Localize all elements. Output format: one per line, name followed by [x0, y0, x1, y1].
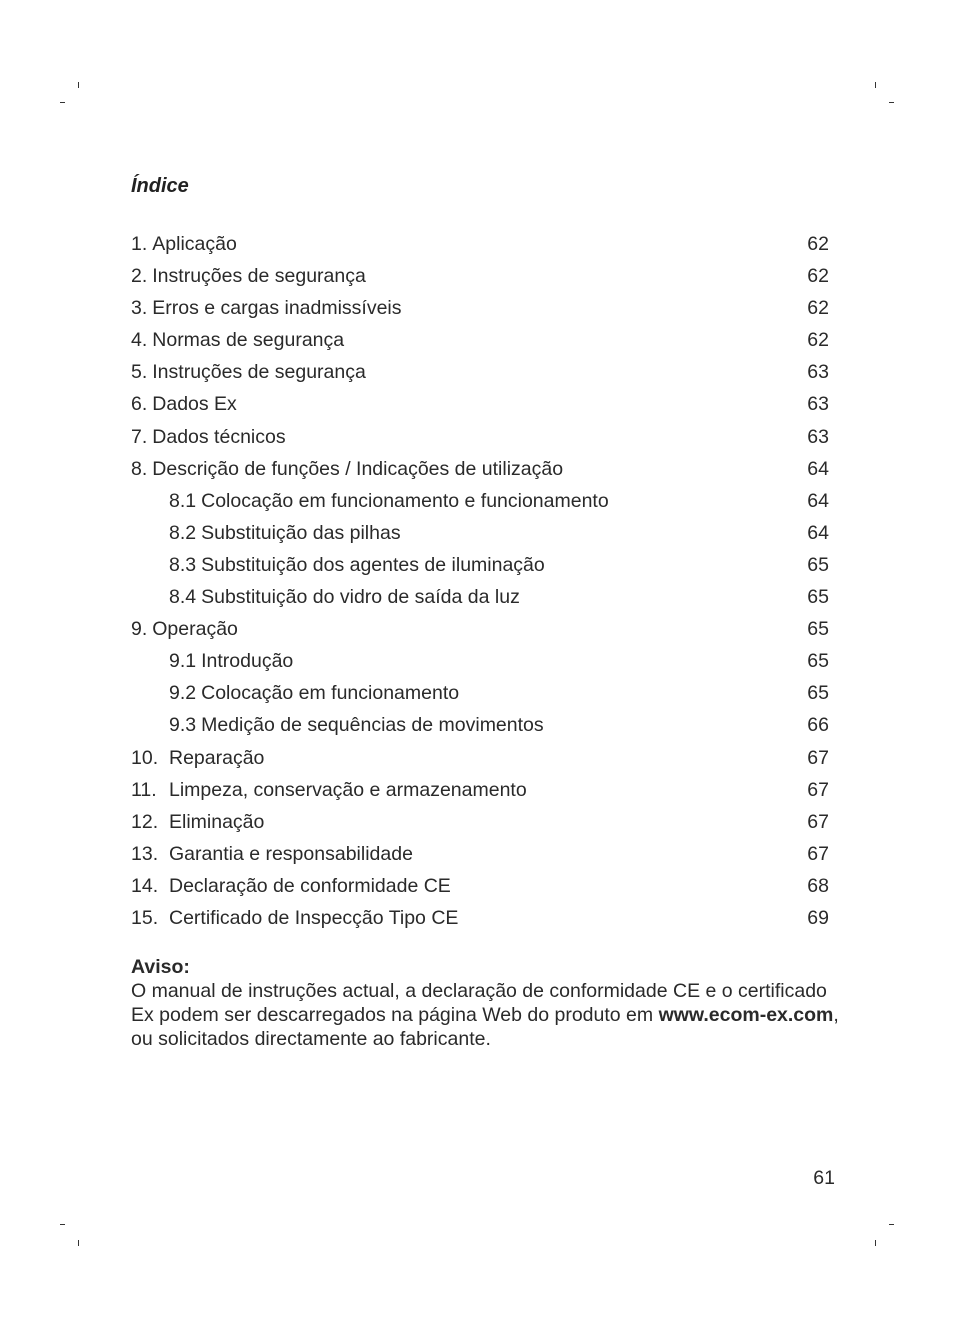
crop-mark-top-right-vertical — [875, 82, 876, 88]
toc-entry-number: 9.1 — [169, 650, 197, 673]
toc-entry-title: Introdução — [201, 650, 294, 673]
toc-entry-number: 8.4 — [169, 586, 197, 609]
toc-entry-title: Garantia e responsabilidade — [169, 842, 413, 865]
notice-line-3: ou solicitados directamente ao fabricante. — [131, 1028, 491, 1050]
toc-entry-page: 67 — [807, 810, 829, 833]
toc-entry-page: 67 — [807, 842, 829, 865]
toc-entry[interactable] — [131, 324, 829, 356]
toc-entry[interactable] — [131, 581, 829, 613]
notice-line-2-end: , — [833, 1004, 839, 1026]
toc-entry-page: 64 — [807, 489, 829, 512]
toc-entry-number: 2. — [131, 265, 148, 288]
toc-entry-number: 8.1 — [169, 489, 197, 512]
toc-entry-title: Operação — [152, 618, 238, 641]
toc-entry[interactable] — [131, 774, 829, 806]
toc-entry-title: Eliminação — [169, 810, 265, 833]
notice-text — [131, 979, 839, 1051]
toc-entry-title: Normas de segurança — [152, 329, 345, 352]
toc-entry[interactable] — [131, 870, 829, 902]
toc-entry-page: 69 — [807, 906, 829, 929]
toc-entry-number: 1. — [131, 233, 148, 255]
toc-entry-page: 65 — [807, 618, 829, 641]
toc-entry-title: Dados Ex — [152, 393, 237, 416]
toc-entry-number: 9. — [131, 618, 148, 641]
toc-entry-number: 4. — [131, 329, 148, 352]
toc-entry-title: Aplicação — [152, 233, 237, 255]
toc-entry[interactable] — [131, 549, 829, 581]
toc-entry-title: Reparação — [169, 746, 265, 769]
toc-entry-number: 13. — [131, 842, 159, 865]
toc-entry-page: 65 — [807, 682, 829, 705]
toc-entry-page: 64 — [807, 521, 829, 544]
toc-entry[interactable] — [131, 421, 829, 453]
notice-line-1: O manual de instruções actual, a declaração de conformidade CE e o certificado — [131, 980, 827, 1002]
toc-entry-number: 9.2 — [169, 682, 197, 705]
toc-entry-page: 62 — [807, 329, 829, 352]
toc-entry-page: 63 — [807, 393, 829, 416]
toc-entry-page: 62 — [807, 265, 829, 288]
toc-entry-number: 15. — [131, 906, 159, 929]
toc-entry-title: Erros e cargas inadmissíveis — [152, 297, 402, 320]
toc-entry[interactable] — [131, 517, 829, 549]
notice-line-2-start: Ex podem ser descarregados na página Web do produto em — [131, 1004, 659, 1026]
page-number: 61 — [813, 1167, 835, 1189]
toc-entry-title: Substituição das pilhas — [201, 521, 401, 544]
notice-section — [131, 955, 839, 1051]
toc-entry-title: Colocação em funcionamento — [201, 682, 460, 705]
toc-entry-title: Limpeza, conservação e armazenamento — [169, 778, 527, 801]
toc-entry-number: 8. — [131, 457, 148, 480]
toc-entry[interactable] — [131, 742, 829, 774]
toc-entry-number: 11. — [131, 778, 157, 801]
toc-entry[interactable] — [131, 260, 829, 292]
toc-entry-page: 67 — [807, 746, 829, 769]
toc-entry[interactable] — [131, 228, 829, 260]
toc-entry[interactable] — [131, 453, 829, 485]
toc-entry[interactable] — [131, 356, 829, 388]
toc-entry-page: 65 — [807, 650, 829, 673]
toc-entry-number: 9.3 — [169, 714, 197, 737]
toc-entry[interactable] — [131, 388, 829, 420]
toc-entry-number: 14. — [131, 874, 159, 897]
crop-mark-bottom-left-vertical — [78, 1240, 79, 1246]
toc-entry-page: 65 — [807, 586, 829, 609]
toc-entry[interactable] — [131, 806, 829, 838]
toc-entry-number: 3. — [131, 297, 148, 320]
toc-entry[interactable] — [131, 292, 829, 324]
toc-entry-page: 66 — [807, 714, 829, 737]
toc-entry-title: Certificado de Inspecção Tipo CE — [169, 906, 459, 929]
toc-entry-page: 64 — [807, 457, 829, 480]
toc-entry[interactable] — [131, 902, 829, 934]
crop-mark-top-left-vertical — [78, 82, 79, 88]
toc-entry-title: Medição de sequências de movimentos — [201, 714, 544, 737]
notice-line-2 — [131, 1003, 839, 1027]
notice-heading: Aviso: — [131, 956, 190, 978]
toc-entry-page: 63 — [807, 361, 829, 384]
toc-entry[interactable] — [131, 677, 829, 709]
crop-mark-bottom-right-vertical — [875, 1240, 876, 1246]
toc-entry-title: Instruções de segurança — [152, 265, 366, 288]
toc-entry[interactable] — [131, 645, 829, 677]
toc-entry[interactable] — [131, 613, 829, 645]
toc-entry-title: Dados técnicos — [152, 425, 286, 448]
toc-entry-page: 62 — [807, 297, 829, 320]
crop-mark-top-right-horizontal — [889, 102, 894, 103]
product-website-link[interactable]: www.ecom-ex.com — [658, 1004, 834, 1026]
toc-entry[interactable] — [131, 709, 829, 741]
toc-entry-number: 8.2 — [169, 521, 197, 544]
toc-entry-number: 5. — [131, 361, 148, 384]
toc-entry-number: 10. — [131, 746, 159, 769]
toc-entry-title: Colocação em funcionamento e funcionamento — [201, 489, 609, 512]
toc-entry-title: Instruções de segurança — [152, 361, 366, 384]
toc-entry-page: 67 — [807, 778, 829, 801]
page-title: Índice — [131, 175, 189, 197]
toc-entry-page: 62 — [807, 233, 829, 255]
crop-mark-top-left-horizontal — [60, 102, 65, 103]
toc-entry-number: 7. — [131, 425, 148, 448]
toc-entry[interactable] — [131, 485, 829, 517]
toc-entry-title: Descrição de funções / Indicações de utilização — [152, 457, 564, 480]
toc-entry-title: Substituição do vidro de saída da luz — [201, 586, 520, 609]
toc-entry-number: 8.3 — [169, 553, 197, 576]
toc-entry[interactable] — [131, 838, 829, 870]
crop-mark-bottom-right-horizontal — [889, 1224, 894, 1225]
toc-entry-title: Declaração de conformidade CE — [169, 874, 451, 897]
toc-entry-number: 12. — [131, 810, 159, 833]
toc-entry-page: 63 — [807, 425, 829, 448]
table-of-contents — [131, 228, 829, 934]
toc-entry-page: 65 — [807, 553, 829, 576]
toc-entry-number: 6. — [131, 393, 148, 416]
toc-entry-title: Substituição dos agentes de iluminação — [201, 553, 545, 576]
toc-entry-page: 68 — [807, 874, 829, 897]
crop-mark-bottom-left-horizontal — [60, 1224, 65, 1225]
